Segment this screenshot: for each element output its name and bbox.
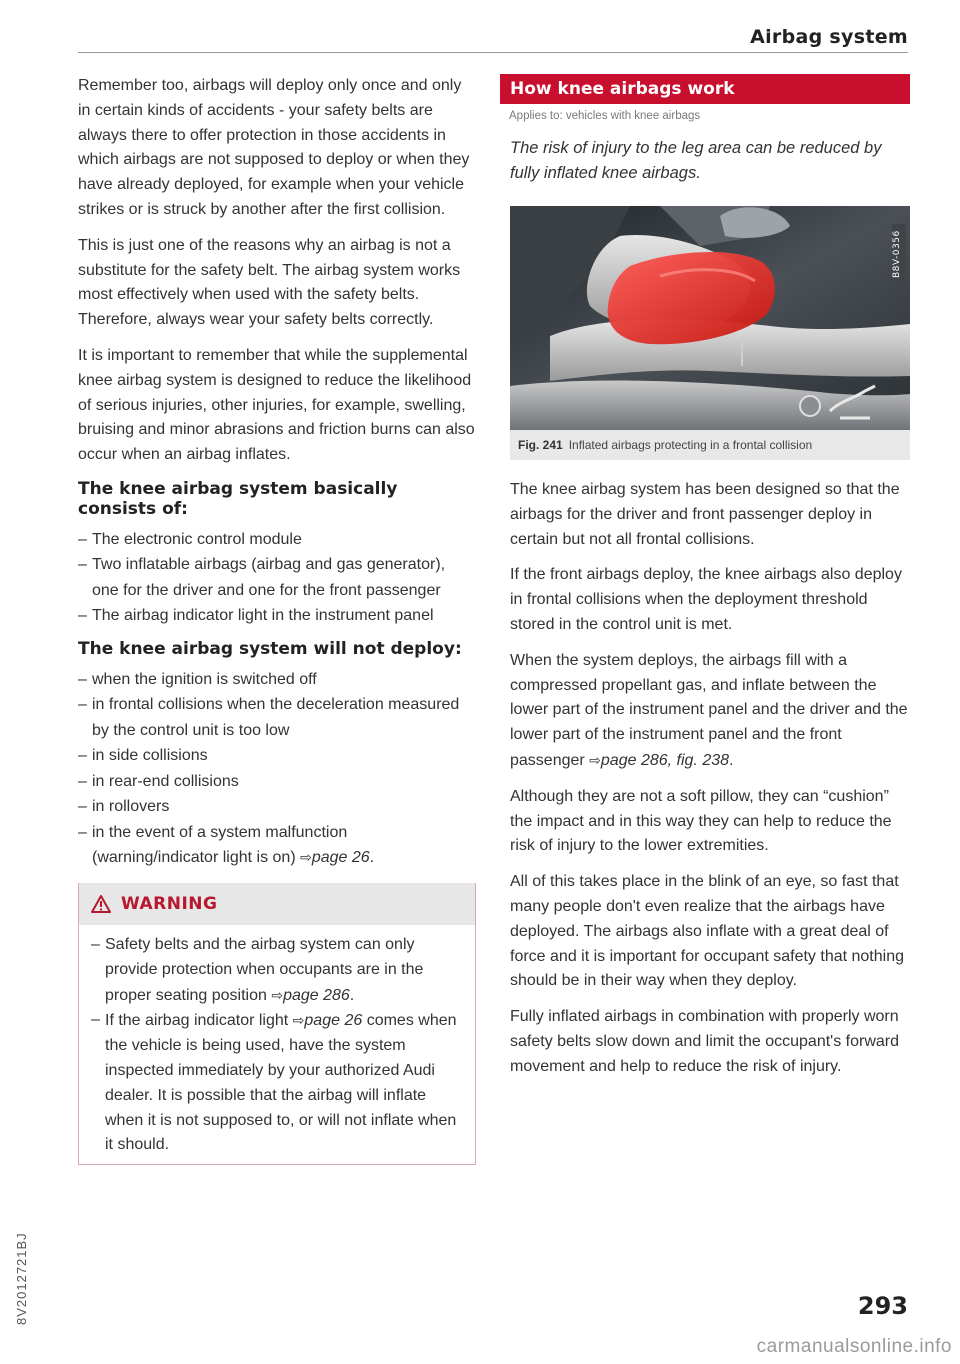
page-ref-link[interactable]: page 286: [283, 986, 350, 1004]
list-item: – The airbag indicator light in the instrument panel: [78, 603, 476, 629]
applies-to-note: Applies to: vehicles with knee airbags: [509, 110, 701, 122]
document-code: 8V2012721BJ: [14, 1232, 29, 1325]
warning-item: [91, 1008, 463, 1158]
running-header: Airbag system: [750, 26, 908, 48]
figure-caption: [510, 430, 910, 460]
right-column: [510, 74, 910, 1091]
list-item: – in rollovers: [78, 794, 476, 820]
warning-item: – Safety belts and the airbag system can only provide protection when occupants are in the proper seating position ⇨page 286.: [91, 933, 463, 1008]
arrow-right-icon: ⇨: [271, 986, 284, 1003]
paragraph: If the front airbags deploy, the knee airbags also deploy in frontal collisions when the deployment threshold stored in the control unit is met.: [510, 566, 902, 633]
figure-image: [510, 206, 910, 430]
watermark: carmanualsonline.info: [756, 1336, 952, 1357]
list-item: – when the ignition is switched off: [78, 667, 476, 693]
paragraph: Fully inflated airbags in combination with properly worn safety belts slow down and limit the occupant's forward movement and help to reduce the risk of injury.: [510, 1008, 900, 1075]
warning-list: [91, 933, 463, 1158]
consists-list: [78, 527, 476, 629]
warning-item-text: If the airbag indicator light: [105, 1012, 293, 1030]
warning-body: [79, 925, 475, 1164]
paragraph: Remember too, airbags will deploy only once and only in certain kinds of accidents - your safety belts are always there to offer protection in those accidents in which airbags are not supposed to deploy or when they have already deployed, for example when your vehicle strikes or is struck by another after the first collision.: [78, 77, 470, 218]
list-item: – in frontal collisions when the deceleration measured by the control unit is too low: [78, 692, 476, 743]
arrow-right-icon: ⇨: [300, 849, 312, 866]
list-item: – in the event of a system malfunction (warning/indicator light is on) ⇨page 26.: [78, 820, 476, 871]
page-ref-link[interactable]: page 286, fig. 238: [600, 751, 730, 769]
knee-airbag-illustration: [510, 206, 910, 430]
warning-triangle-icon: [91, 895, 111, 913]
paragraph: The knee airbag system has been designed so that the airbags for the driver and front passenger deploy in certain but not all frontal collisions.: [510, 481, 900, 548]
left-column: [78, 74, 476, 1165]
page-ref-link[interactable]: page 26: [304, 1012, 363, 1030]
list-item: – The electronic control module: [78, 527, 476, 553]
not-deploy-heading: The knee airbag system will not deploy:: [78, 638, 462, 659]
paragraph-text: When the system deploys, the airbags fill with a compressed propellant gas, and inflate between the lower part of the instrument panel and the driver and the lower part of the instrument panel and the front passenger: [510, 651, 908, 769]
warning-title: WARNING: [121, 893, 218, 914]
header-rule: [78, 52, 908, 53]
warning-header: [79, 883, 475, 925]
list-item: – in side collisions: [78, 743, 476, 769]
list-item: – in rear-end collisions: [78, 769, 476, 795]
caption-text: Inflated airbags protecting in a frontal collision: [568, 438, 813, 452]
lead-paragraph: The risk of injury to the leg area can be reduced by fully inflated knee airbags.: [510, 139, 882, 182]
not-deploy-list: [78, 667, 476, 871]
page-number: 293: [857, 1292, 908, 1320]
section-title: How knee airbags work: [500, 74, 910, 104]
arrow-right-icon: ⇨: [292, 1012, 305, 1029]
paragraph: Although they are not a soft pillow, they can “cushion” the impact and in this way they can help to reduce the risk of injury to the lower extremities.: [510, 787, 892, 855]
consists-heading: The knee airbag system basically consists of:: [78, 478, 398, 519]
warning-item-text: Safety belts and the airbag system can only provide protection when occupants are in the proper seating position: [105, 935, 424, 1004]
page-ref-link[interactable]: page 26: [311, 849, 370, 867]
list-item-text: in the event of a system malfunction (warning/indicator light is on): [92, 823, 348, 867]
paragraph: This is just one of the reasons why an airbag is not a substitute for the safety belt. The airbag system works most effectively when used with the safety belts. Therefore, always wear your safety belts correctly.: [78, 236, 461, 329]
paragraph: When the system deploys, the airbags fill with a compressed propellant gas, and inflate between the lower part of the instrument panel and the driver and the lower part of the instrument panel and the front passenger ⇨page 286, fig. 238.: [510, 651, 908, 769]
figure-code: B8V-0356: [892, 224, 906, 284]
paragraph: All of this takes place in the blink of an eye, so fast that many people don't even realize that the airbags have deployed. The airbags also inflate with a great deal of force and it is important for occupant safety that nothing should be in their way when they deploy.: [510, 873, 904, 990]
caption-label: Fig. 241: [518, 438, 563, 452]
paragraph: It is important to remember that while the supplemental knee airbag system is designed to reduce the likelihood of serious injuries, other injuries, for example, swelling, bruising and minor abrasions and friction burns can also occur when an airbag inflates.: [78, 346, 475, 464]
arrow-right-icon: ⇨: [589, 751, 601, 768]
warning-box: [78, 883, 476, 1165]
list-item: – Two inflatable airbags (airbag and gas generator), one for the driver and one for the front passenger: [78, 552, 476, 603]
warning-item-text: comes when the vehicle is being used, have the system inspected immediately by your authorized Audi dealer. It is possible that the airbag will inflate when it is not supposed to, or will not inflate when it should.: [105, 1012, 457, 1154]
